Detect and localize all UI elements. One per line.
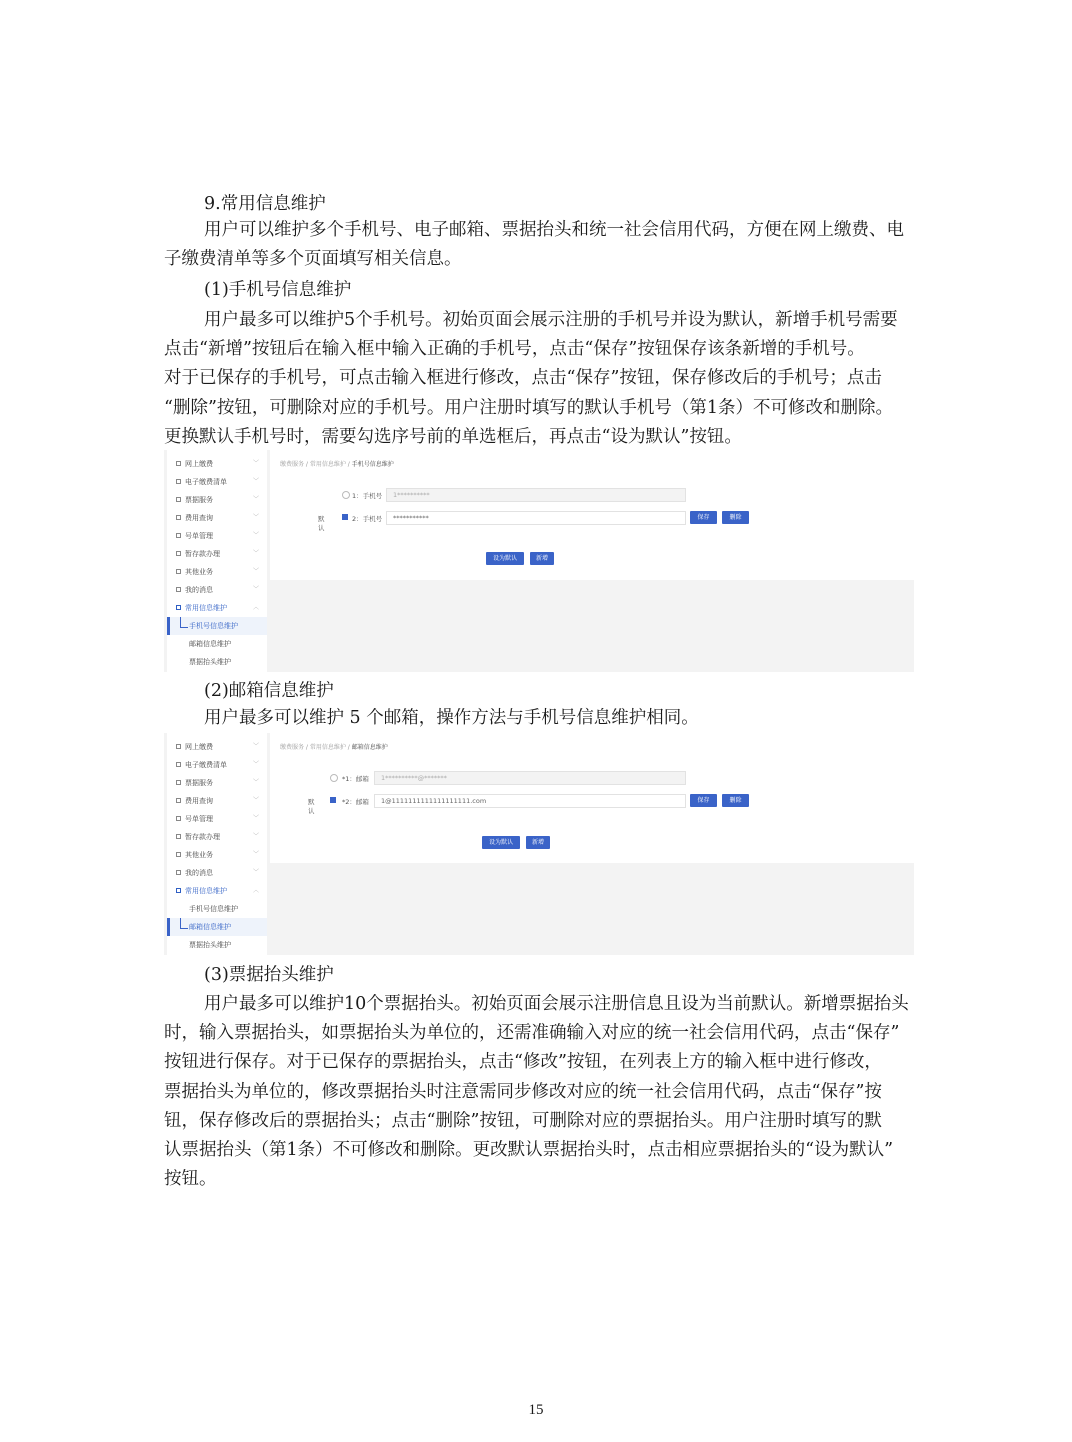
menu-icon <box>176 551 181 556</box>
chevron-icon: ﹀ <box>252 460 259 467</box>
sidebar-item[interactable]: 号单管理 ﹀ <box>167 527 267 545</box>
save-button[interactable]: 保存 <box>690 511 717 524</box>
sidebar-item[interactable]: 其他业务 ﹀ <box>167 846 267 864</box>
sidebar-item[interactable]: 常用信息维护 ︿ <box>167 882 267 900</box>
paragraph-line: 对于已保存的手机号，可点击输入框进行修改，点击“保存”按钮，保存修改后的手机号；点击 <box>164 368 882 388</box>
chevron-icon: ﹀ <box>252 478 259 485</box>
chevron-icon: ﹀ <box>252 761 259 768</box>
radio-selected[interactable] <box>330 797 336 803</box>
sidebar-item[interactable]: 费用查询 ﹀ <box>167 509 267 527</box>
chevron-icon: ﹀ <box>252 532 259 539</box>
sidebar-subitem-active[interactable]: 手机号信息维护 <box>167 617 267 635</box>
paragraph-line: 时，输入票据抬头，如票据抬头为单位的，还需准确输入对应的统一社会信用代码，点击“保存” <box>164 1023 900 1043</box>
sidebar-item[interactable]: 其他业务 ﹀ <box>167 563 267 581</box>
sidebar-item[interactable]: 我的消息 ﹀ <box>167 864 267 882</box>
chevron-icon: ﹀ <box>252 743 259 750</box>
chevron-icon: ﹀ <box>252 568 259 575</box>
paragraph-line: 票据抬头为单位的，修改票据抬头时注意需同步修改对应的统一社会信用代码，点击“保存”按 <box>164 1082 882 1102</box>
sidebar-item[interactable]: 电子缴费清单 ﹀ <box>167 756 267 774</box>
sidebar-item[interactable]: 暂存款办理 ﹀ <box>167 828 267 846</box>
menu-icon <box>176 780 181 785</box>
sidebar-item[interactable]: 号单管理 ﹀ <box>167 810 267 828</box>
paragraph-line: 用户可以维护多个手机号、电子邮箱、票据抬头和统一社会信用代码，方便在网上缴费、电 <box>204 220 904 240</box>
sidebar-subitem[interactable]: 票据抬头维护 <box>189 941 231 949</box>
email-screenshot <box>164 733 914 955</box>
paragraph-line: 钮，保存修改后的票据抬头；点击“删除”按钮，可删除对应的票据抬头。用户注册时填写的默 <box>164 1111 882 1131</box>
menu-icon <box>176 870 181 875</box>
chevron-icon: ﹀ <box>252 851 259 858</box>
menu-icon <box>176 605 181 610</box>
sidebar-item[interactable]: 票据服务 ﹀ <box>167 491 267 509</box>
radio[interactable] <box>342 491 350 499</box>
menu-icon <box>176 852 181 857</box>
paragraph-line: 用户最多可以维护5个手机号。初始页面会展示注册的手机号并设为默认，新增手机号需要 <box>204 310 898 330</box>
phone-input[interactable]: *********** <box>386 511 686 525</box>
paragraph-line: 子缴费清单等多个页面填写相关信息。 <box>164 249 462 269</box>
menu-icon <box>176 569 181 574</box>
chevron-icon: ﹀ <box>252 815 259 822</box>
content-panel: 缴费服务 / 常用信息维护 / 邮箱信息维护 *1：邮箱 1**********@******* 默认 *2：邮箱 1@1111111111111111111.com 保存 删除 设为默认 新增 <box>270 733 914 863</box>
menu-icon <box>176 533 181 538</box>
email-input: 1**********@******* <box>374 771 686 785</box>
chevron-icon: ﹀ <box>252 833 259 840</box>
sidebar-item[interactable]: 网上缴费 ﹀ <box>167 455 267 473</box>
chevron-icon: ﹀ <box>252 496 259 503</box>
chevron-icon: ﹀ <box>252 550 259 557</box>
menu-icon <box>176 461 181 466</box>
add-button[interactable]: 新增 <box>530 552 554 565</box>
paragraph-line: 按钮。 <box>164 1169 217 1189</box>
sidebar-item[interactable]: 票据服务 ﹀ <box>167 774 267 792</box>
sidebar-item[interactable]: 常用信息维护 ︿ <box>167 599 267 617</box>
menu-icon <box>176 744 181 749</box>
sidebar-item[interactable]: 暂存款办理 ﹀ <box>167 545 267 563</box>
chevron-icon: ﹀ <box>252 514 259 521</box>
menu-icon <box>176 798 181 803</box>
paragraph-line: 认票据抬头（第1条）不可修改和删除。更改默认票据抬头时，点击相应票据抬头的“设为默认” <box>164 1140 894 1160</box>
sidebar-subitem[interactable]: 手机号信息维护 <box>189 905 238 913</box>
breadcrumb: 缴费服务 / 常用信息维护 / 手机号信息维护 <box>280 461 394 468</box>
subsection-title: (2)邮箱信息维护 <box>204 681 334 701</box>
sidebar-item[interactable]: 网上缴费 ﹀ <box>167 738 267 756</box>
add-button[interactable]: 新增 <box>526 836 550 849</box>
paragraph-line: 用户最多可以维护10个票据抬头。初始页面会展示注册信息且设为当前默认。新增票据抬头 <box>204 994 909 1014</box>
menu-icon <box>176 816 181 821</box>
email-input[interactable]: 1@1111111111111111111.com <box>374 794 686 808</box>
menu-icon <box>176 762 181 767</box>
phone-screenshot <box>164 450 914 672</box>
sidebar-subitem[interactable]: 票据抬头维护 <box>189 658 231 666</box>
subsection-title: (1)手机号信息维护 <box>204 280 352 300</box>
radio[interactable] <box>330 774 338 782</box>
chevron-icon: ﹀ <box>252 586 259 593</box>
menu-icon <box>176 515 181 520</box>
chevron-icon: ﹀ <box>252 779 259 786</box>
breadcrumb: 缴费服务 / 常用信息维护 / 邮箱信息维护 <box>280 744 388 751</box>
sidebar-item[interactable]: 我的消息 ﹀ <box>167 581 267 599</box>
paragraph-line: 用户最多可以维护 5 个邮箱，操作方法与手机号信息维护相同。 <box>204 708 699 728</box>
phone-input: 1********** <box>386 488 686 502</box>
set-default-button[interactable]: 设为默认 <box>482 836 520 849</box>
chevron-icon: ﹀ <box>252 869 259 876</box>
page-number: 15 <box>528 1402 544 1418</box>
chevron-icon: ︿ <box>252 604 259 611</box>
menu-icon <box>176 834 181 839</box>
menu-icon <box>176 587 181 592</box>
sidebar-subitem-active[interactable]: 邮箱信息维护 <box>167 918 267 936</box>
section-heading: 9.常用信息维护 <box>204 194 326 214</box>
paragraph-line: 按钮进行保存。对于已保存的票据抬头，点击“修改”按钮，在列表上方的输入框中进行修改， <box>164 1052 882 1072</box>
menu-icon <box>176 497 181 502</box>
sidebar-item[interactable]: 费用查询 ﹀ <box>167 792 267 810</box>
sidebar-subitem[interactable]: 邮箱信息维护 <box>189 640 231 648</box>
subsection-title: (3)票据抬头维护 <box>204 965 334 985</box>
menu-icon <box>176 479 181 484</box>
chevron-icon: ﹀ <box>252 797 259 804</box>
radio-selected[interactable] <box>342 514 348 520</box>
content-panel: 缴费服务 / 常用信息维护 / 手机号信息维护 1：手机号 1********** 默认 2：手机号 *********** 保存 删除 设为默认 新增 <box>270 450 914 580</box>
set-default-button[interactable]: 设为默认 <box>486 552 524 565</box>
sidebar-item[interactable]: 电子缴费清单 ﹀ <box>167 473 267 491</box>
save-button[interactable]: 保存 <box>690 794 717 807</box>
sidebar <box>167 450 267 672</box>
paragraph-line: 点击“新增”按钮后在输入框中输入正确的手机号，点击“保存”按钮保存该条新增的手机号。 <box>164 339 865 359</box>
delete-button[interactable]: 删除 <box>722 794 749 807</box>
delete-button[interactable]: 删除 <box>722 511 749 524</box>
paragraph-line: 更换默认手机号时，需要勾选序号前的单选框后，再点击“设为默认”按钮。 <box>164 427 742 447</box>
paragraph-line: “删除”按钮，可删除对应的手机号。用户注册时填写的默认手机号（第1条）不可修改和删除。 <box>164 398 894 418</box>
sidebar <box>167 733 267 955</box>
chevron-icon: ︿ <box>252 887 259 894</box>
menu-icon <box>176 888 181 893</box>
